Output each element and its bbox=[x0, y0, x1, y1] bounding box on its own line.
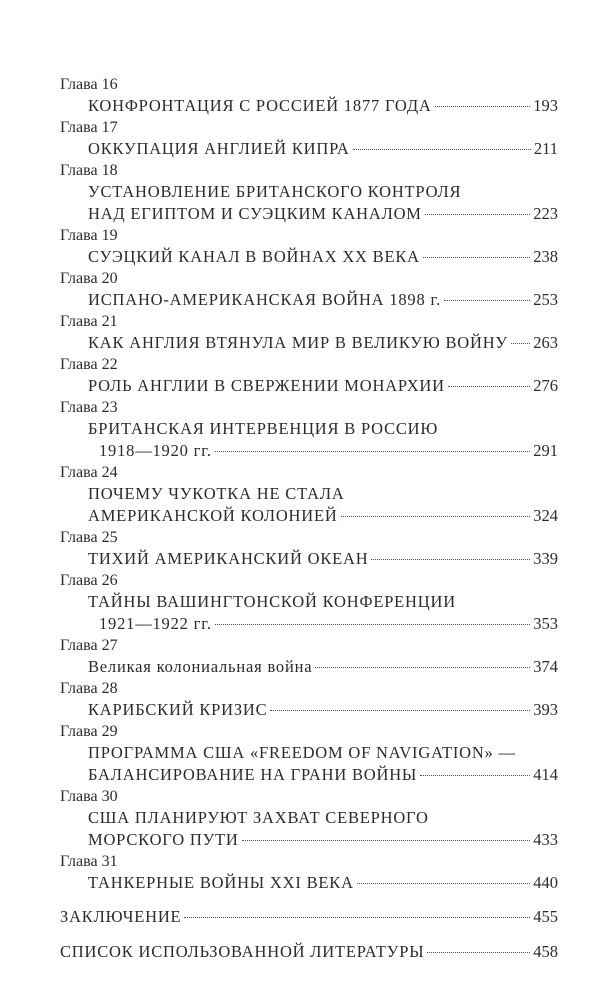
chapter-label: Глава 28 bbox=[60, 680, 118, 697]
chapter-label: Глава 21 bbox=[60, 313, 118, 330]
toc-entry bbox=[60, 160, 558, 225]
toc-entry bbox=[60, 462, 558, 527]
chapter-title-row bbox=[60, 95, 558, 117]
page-number: 238 bbox=[533, 247, 558, 266]
chapter-label: Глава 31 bbox=[60, 853, 118, 870]
page-number: 374 bbox=[533, 657, 558, 676]
chapter-title-line: КАК АНГЛИЯ ВТЯНУЛА МИР В ВЕЛИКУЮ ВОЙНУ bbox=[88, 333, 508, 352]
toc-entry bbox=[60, 527, 558, 570]
chapter-title-line: КАРИБСКИЙ КРИЗИС bbox=[88, 700, 268, 719]
chapter-label: Глава 18 bbox=[60, 162, 118, 179]
chapter-title-row bbox=[60, 613, 558, 635]
chapter-title-line: УСТАНОВЛЕНИЕ БРИТАНСКОГО КОНТРОЛЯ bbox=[88, 182, 462, 201]
chapter-title-line: БАЛАНСИРОВАНИЕ НА ГРАНИ ВОЙНЫ bbox=[88, 765, 418, 784]
toc-entry bbox=[60, 74, 558, 117]
toc-entry bbox=[60, 721, 558, 786]
dot-leader bbox=[341, 516, 531, 517]
chapter-label: Глава 27 bbox=[60, 637, 118, 654]
chapter-label: Глава 17 bbox=[60, 119, 118, 136]
chapter-title-row bbox=[60, 246, 558, 268]
chapter-title-row bbox=[60, 289, 558, 311]
dot-leader bbox=[423, 257, 530, 258]
chapter-title-line: КОНФРОНТАЦИЯ С РОССИЕЙ 1877 ГОДА bbox=[88, 96, 432, 115]
chapter-label: Глава 20 bbox=[60, 270, 118, 287]
dot-leader bbox=[270, 710, 530, 711]
chapter-label: Глава 24 bbox=[60, 464, 118, 481]
page-number: 353 bbox=[533, 614, 558, 633]
chapter-title-row bbox=[60, 872, 558, 894]
chapter-title-row bbox=[60, 440, 558, 462]
dot-leader bbox=[427, 952, 530, 953]
final-entry bbox=[60, 906, 558, 928]
page-number: 291 bbox=[533, 441, 558, 460]
page-number: 211 bbox=[533, 139, 558, 158]
toc-entry bbox=[60, 635, 558, 678]
chapter-label: Глава 23 bbox=[60, 399, 118, 416]
page-number: 433 bbox=[533, 830, 558, 849]
toc-entry bbox=[60, 268, 558, 311]
chapter-title-row bbox=[60, 505, 558, 527]
chapter-title-line: ТАНКЕРНЫЕ ВОЙНЫ XXI ВЕКА bbox=[88, 873, 354, 892]
chapter-title-row bbox=[60, 656, 558, 678]
dot-leader bbox=[357, 883, 530, 884]
dot-leader bbox=[420, 775, 530, 776]
chapter-title-row bbox=[60, 548, 558, 570]
dot-leader bbox=[425, 214, 530, 215]
page-number: 263 bbox=[533, 333, 558, 352]
chapter-label: Глава 22 bbox=[60, 356, 118, 373]
chapter-title-line: БРИТАНСКАЯ ИНТЕРВЕНЦИЯ В РОССИЮ bbox=[88, 419, 439, 438]
toc-entry bbox=[60, 678, 558, 721]
page-number: 393 bbox=[533, 700, 558, 719]
dot-leader bbox=[444, 300, 530, 301]
dot-leader bbox=[215, 624, 530, 625]
dot-leader bbox=[184, 917, 530, 918]
chapter-title-line: Великая колониальная война bbox=[88, 657, 313, 676]
toc-entry bbox=[60, 311, 558, 354]
chapter-label: Глава 19 bbox=[60, 227, 118, 244]
dot-leader bbox=[353, 149, 531, 150]
dot-leader bbox=[435, 106, 531, 107]
chapter-label: Глава 16 bbox=[60, 76, 118, 93]
dot-leader bbox=[242, 840, 531, 841]
page-number: 253 bbox=[533, 290, 558, 309]
chapter-title-line: РОЛЬ АНГЛИИ В СВЕРЖЕНИИ МОНАРХИИ bbox=[88, 376, 445, 395]
dot-leader bbox=[215, 451, 530, 452]
page-number: 414 bbox=[533, 765, 558, 784]
chapter-title-line: АМЕРИКАНСКОЙ КОЛОНИЕЙ bbox=[88, 506, 338, 525]
chapter-title-line: ОККУПАЦИЯ АНГЛИЕЙ КИПРА bbox=[88, 139, 350, 158]
chapter-title-line: НАД ЕГИПТОМ И СУЭЦКИМ КАНАЛОМ bbox=[88, 204, 422, 223]
dot-leader bbox=[511, 343, 530, 344]
final-entry-title: ЗАКЛЮЧЕНИЕ bbox=[60, 907, 182, 926]
chapter-title-line: ПРОГРАММА США «FREEDOM OF NAVIGATION» — bbox=[88, 743, 516, 762]
toc-entry bbox=[60, 225, 558, 268]
chapter-title-row bbox=[60, 699, 558, 721]
dot-leader bbox=[315, 667, 530, 668]
chapter-label: Глава 30 bbox=[60, 788, 118, 805]
toc-entry bbox=[60, 354, 558, 397]
chapter-title-line: 1918—1920 гг. bbox=[99, 441, 212, 460]
page-number: 458 bbox=[533, 942, 558, 961]
chapter-title-row bbox=[60, 764, 558, 786]
page-number: 339 bbox=[533, 549, 558, 568]
page-number: 223 bbox=[533, 204, 558, 223]
dot-leader bbox=[448, 386, 530, 387]
toc-entry bbox=[60, 851, 558, 894]
chapter-title-line: ТИХИЙ АМЕРИКАНСКИЙ ОКЕАН bbox=[88, 549, 369, 568]
dot-leader bbox=[371, 559, 530, 560]
chapter-title-line: ПОЧЕМУ ЧУКОТКА НЕ СТАЛА bbox=[88, 484, 345, 503]
chapter-label: Глава 29 bbox=[60, 723, 118, 740]
chapter-title-row bbox=[60, 332, 558, 354]
chapter-title-line: 1921—1922 гг. bbox=[99, 614, 212, 633]
page-number: 455 bbox=[533, 907, 558, 926]
final-entry bbox=[60, 941, 558, 963]
table-of-contents bbox=[60, 74, 558, 963]
page-number: 193 bbox=[533, 96, 558, 115]
chapter-title-line: США ПЛАНИРУЮТ ЗАХВАТ СЕВЕРНОГО bbox=[88, 808, 429, 827]
chapter-title-row bbox=[60, 375, 558, 397]
toc-entry bbox=[60, 397, 558, 462]
toc-entry bbox=[60, 786, 558, 851]
chapter-label: Глава 25 bbox=[60, 529, 118, 546]
page-number: 440 bbox=[533, 873, 558, 892]
toc-entry bbox=[60, 570, 558, 635]
chapter-title-row bbox=[60, 829, 558, 851]
chapter-label: Глава 26 bbox=[60, 572, 118, 589]
page-number: 324 bbox=[533, 506, 558, 525]
toc-entry bbox=[60, 117, 558, 160]
chapter-title-row bbox=[60, 203, 558, 225]
chapter-title-line: МОРСКОГО ПУТИ bbox=[88, 830, 239, 849]
chapter-title-line: СУЭЦКИЙ КАНАЛ В ВОЙНАХ XX ВЕКА bbox=[88, 247, 420, 266]
final-entry-title: СПИСОК ИСПОЛЬЗОВАННОЙ ЛИТЕРАТУРЫ bbox=[60, 942, 425, 961]
page-number: 276 bbox=[533, 376, 558, 395]
chapter-title-row bbox=[60, 138, 558, 160]
chapter-title-line: ТАЙНЫ ВАШИНГТОНСКОЙ КОНФЕРЕНЦИИ bbox=[88, 592, 456, 611]
chapter-title-line: ИСПАНО-АМЕРИКАНСКАЯ ВОЙНА 1898 г. bbox=[88, 290, 442, 309]
